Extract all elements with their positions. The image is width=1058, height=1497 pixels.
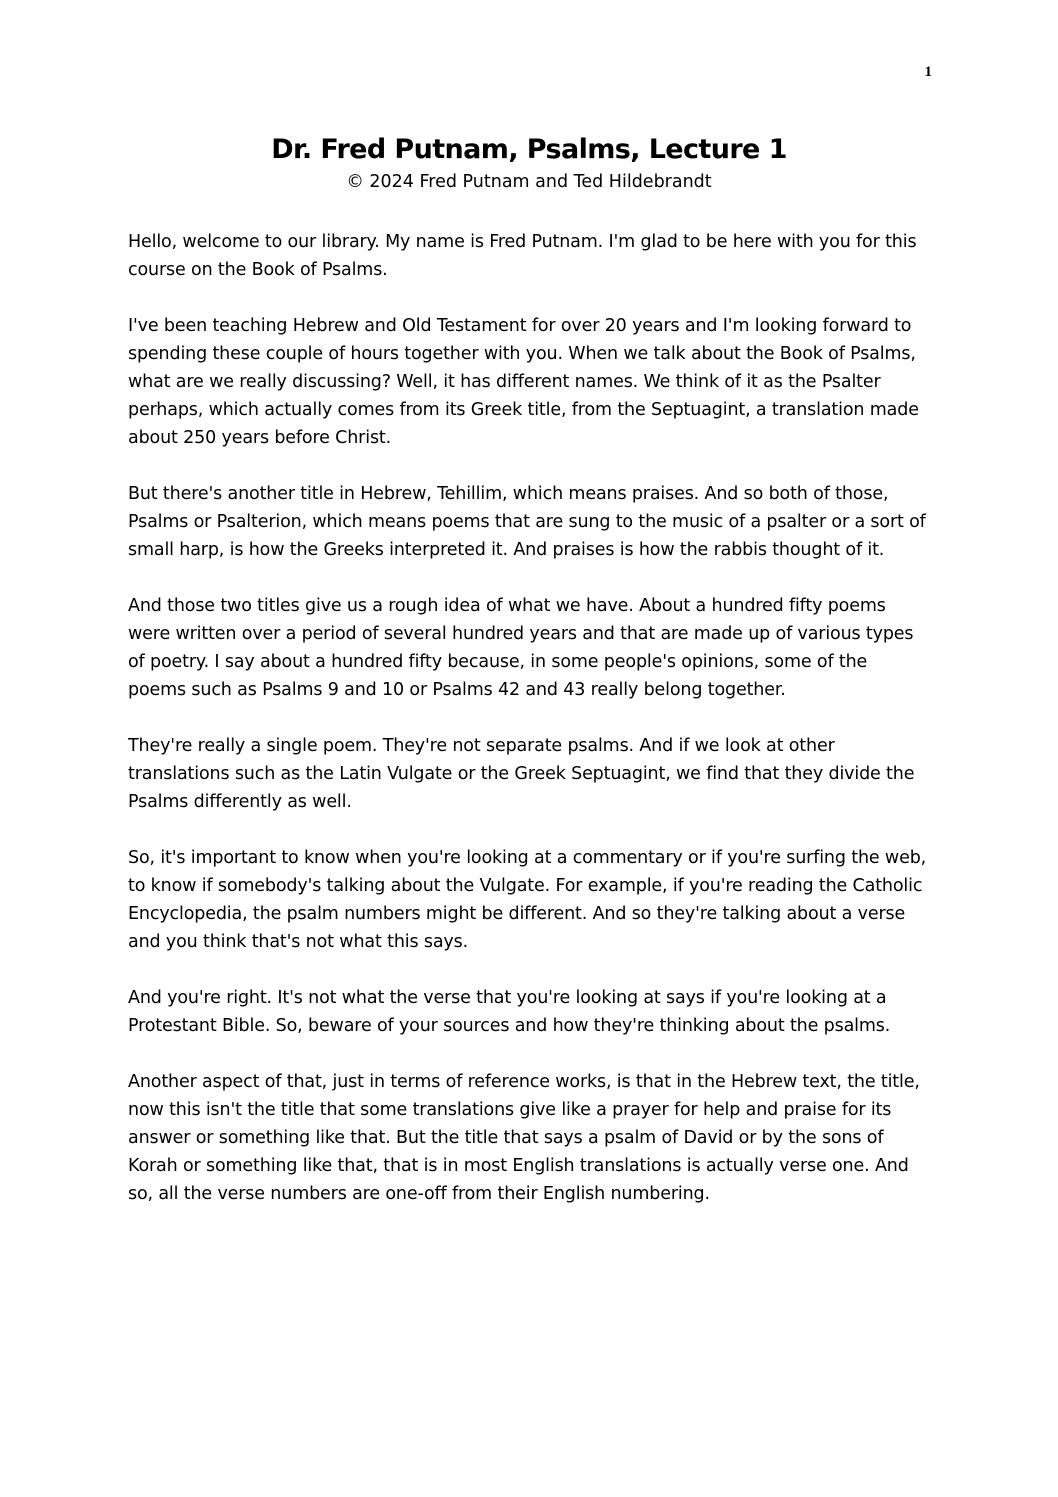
document-header bbox=[128, 132, 930, 196]
paragraph: They're really a single poem. They're not separate psalms. And if we look at other translations such as the Latin Vulgate or the Greek Septuagint, we find that they divide the Psalms differently as well. bbox=[128, 736, 915, 812]
document-body bbox=[128, 228, 928, 1236]
paragraph: But there's another title in Hebrew, Tehillim, which means praises. And so both of those, Psalms or Psalterion, which means poems that are sung to the music of a psalter or a sort of small harp, is how the Greeks interpreted it. And praises is how the rabbis thought of it. bbox=[128, 484, 926, 560]
document-title: Dr. Fred Putnam, Psalms, Lecture 1 bbox=[271, 134, 787, 165]
page-number: 1 bbox=[924, 64, 932, 80]
paragraph: Hello, welcome to our library. My name is Fred Putnam. I'm glad to be here with you for this course on the Book of Psalms. bbox=[128, 232, 917, 280]
paragraph: And you're right. It's not what the verse that you're looking at says if you're looking at a Protestant Bible. So, beware of your sources and how they're thinking about the psalms. bbox=[128, 988, 891, 1036]
paragraph: Another aspect of that, just in terms of reference works, is that in the Hebrew text, the title, now this isn't the title that some translations give like a prayer for help and praise for its answer or something like that. But the title that says a psalm of David or by the sons of Korah or something like that, that is in most English translations is actually verse one. And so, all the verse numbers are one-off from their English numbering. bbox=[128, 1072, 920, 1204]
paragraph: So, it's important to know when you're looking at a commentary or if you're surfing the web, to know if somebody's talking about the Vulgate. For example, if you're reading the Catholic Encyclopedia, the psalm numbers might be different. And so they're talking about a verse and you think that's not what this says. bbox=[128, 848, 927, 952]
copyright-line: © 2024 Fred Putnam and Ted Hildebrandt bbox=[346, 172, 712, 192]
paragraph: And those two titles give us a rough idea of what we have. About a hundred fifty poems were written over a period of several hundred years and that are made up of various types of poetry. I say about a hundred fifty because, in some people's opinions, some of the poems such as Psalms 9 and 10 or Psalms 42 and 43 really belong together. bbox=[128, 596, 914, 700]
paragraph: I've been teaching Hebrew and Old Testament for over 20 years and I'm looking forward to spending these couple of hours together with you. When we talk about the Book of Psalms, what are we really discussing? Well, it has different names. We think of it as the Psalter perhaps, which actually comes from its Greek title, from the Septuagint, a translation made about 250 years before Christ. bbox=[128, 316, 919, 448]
